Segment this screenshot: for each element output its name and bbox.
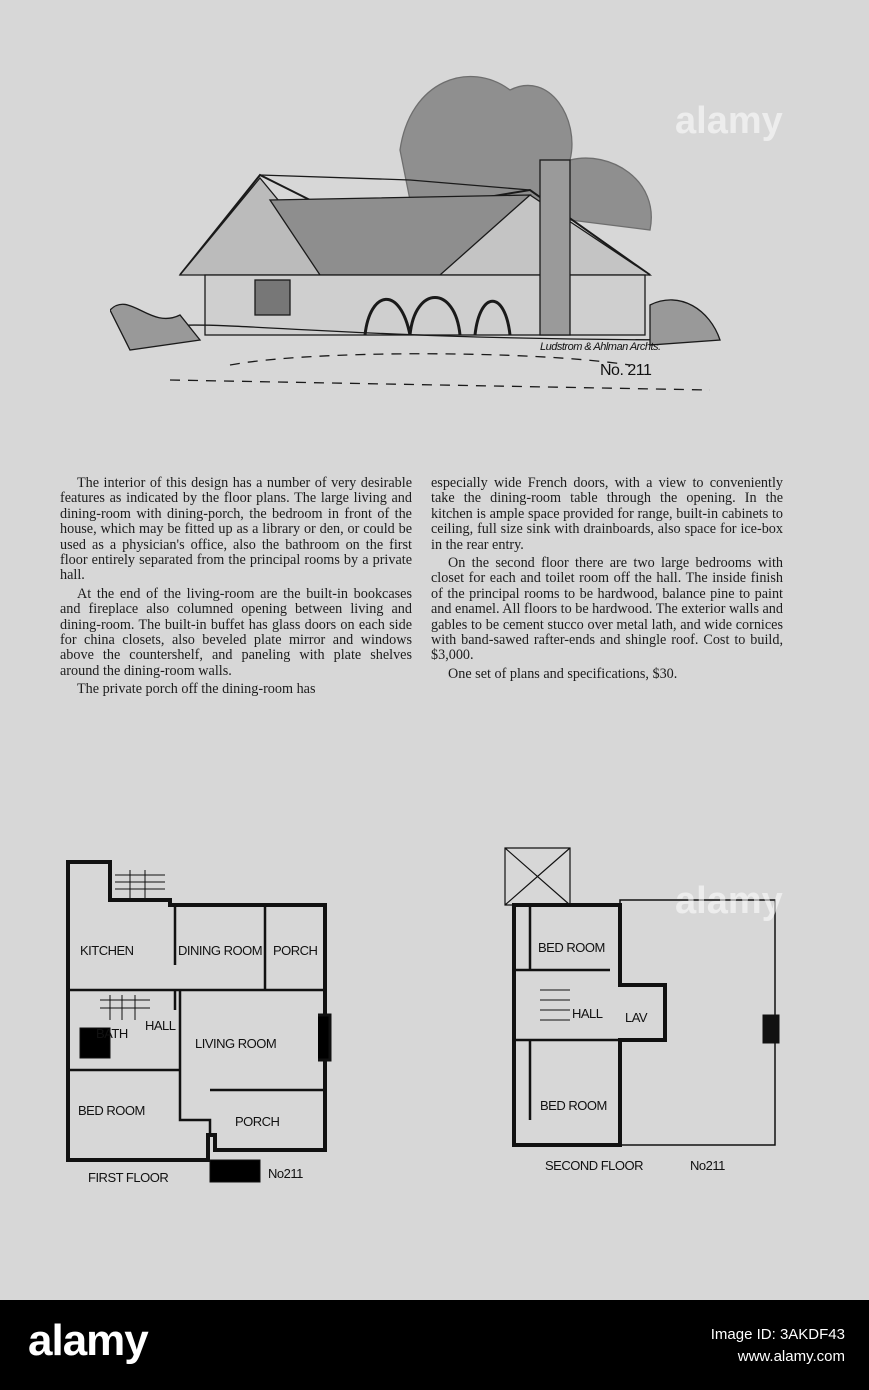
paragraph: At the end of the living-room are the built-in bookcases and fireplace also columned opening between living and dining-room. The built-in buffet has glass doors on each side for china closets, also beveled plate mirror and windows above the countershelf, and paneling with plate shelves around the dining-room walls. (60, 585, 412, 679)
room-label: HALL (145, 1018, 176, 1033)
paragraph: On the second floor there are two large bedrooms with closet for each and toilet room off the hall. The inside finish of the principal rooms to be hardwood, balance pine to paint and enamel. All floors to be hardwood. The exterior walls and gables to be cement stucco over metal lath, and wide cornices with band-sawed rafter-ends and shingle roof. Cost to build, $3,000. (431, 555, 783, 664)
footer-bar (0, 1300, 869, 1390)
alamy-logo: alamy (28, 1316, 148, 1365)
paragraph: The interior of this design has a number of very desirable features as indicated by the floor plans. The large living and dining-room with dining-porch, the bedroom in front of the house, which may be fitted up as a library or den, or could be used as a physician's office, also the bathroom on the first floor entirely separated from the principal rooms by a private hall. (60, 475, 412, 584)
watermark: alamy (675, 880, 783, 922)
plan-number: No211 (690, 1158, 725, 1173)
room-label: LAV (625, 1010, 648, 1025)
plan-number: No211 (268, 1166, 303, 1181)
floor-title: FIRST FLOOR (88, 1170, 169, 1185)
image-id: Image ID: 3AKDF43 (710, 1326, 845, 1343)
room-label: BATH (96, 1026, 128, 1041)
watermark: alamy (675, 100, 783, 142)
paragraph: especially wide French doors, with a view to conveniently take the dining-room table through the opening. In the kitchen is ample space provided for range, built-in cabinets to ceiling, full size sink with drainboards, also space for ice-box in the rear entry. (431, 475, 783, 553)
first-floor-plan (60, 850, 350, 1200)
design-number: No. 211 (600, 362, 652, 379)
room-label: DINING ROOM (178, 943, 263, 958)
room-label: LIVING ROOM (195, 1036, 277, 1051)
room-label: HALL (572, 1006, 603, 1021)
room-label: BED ROOM (540, 1098, 607, 1113)
paragraph: The private porch off the dining-room has (77, 681, 316, 698)
site-url: www.alamy.com (737, 1348, 845, 1365)
room-label: PORCH (235, 1114, 280, 1129)
room-label: KITCHEN (80, 943, 134, 958)
architect-signature: Ludstrom & Ahlman Archts. (540, 341, 661, 353)
text-column-left (60, 476, 412, 701)
room-label: PORCH (273, 943, 318, 958)
floor-title: SECOND FLOOR (545, 1158, 644, 1173)
paragraph: One set of plans and specifications, $30. (448, 665, 678, 682)
text-column-right (431, 476, 783, 685)
room-label: BED ROOM (538, 940, 605, 955)
room-label: BED ROOM (78, 1103, 145, 1118)
house-illustration (110, 60, 730, 420)
image-info (711, 1324, 845, 1368)
